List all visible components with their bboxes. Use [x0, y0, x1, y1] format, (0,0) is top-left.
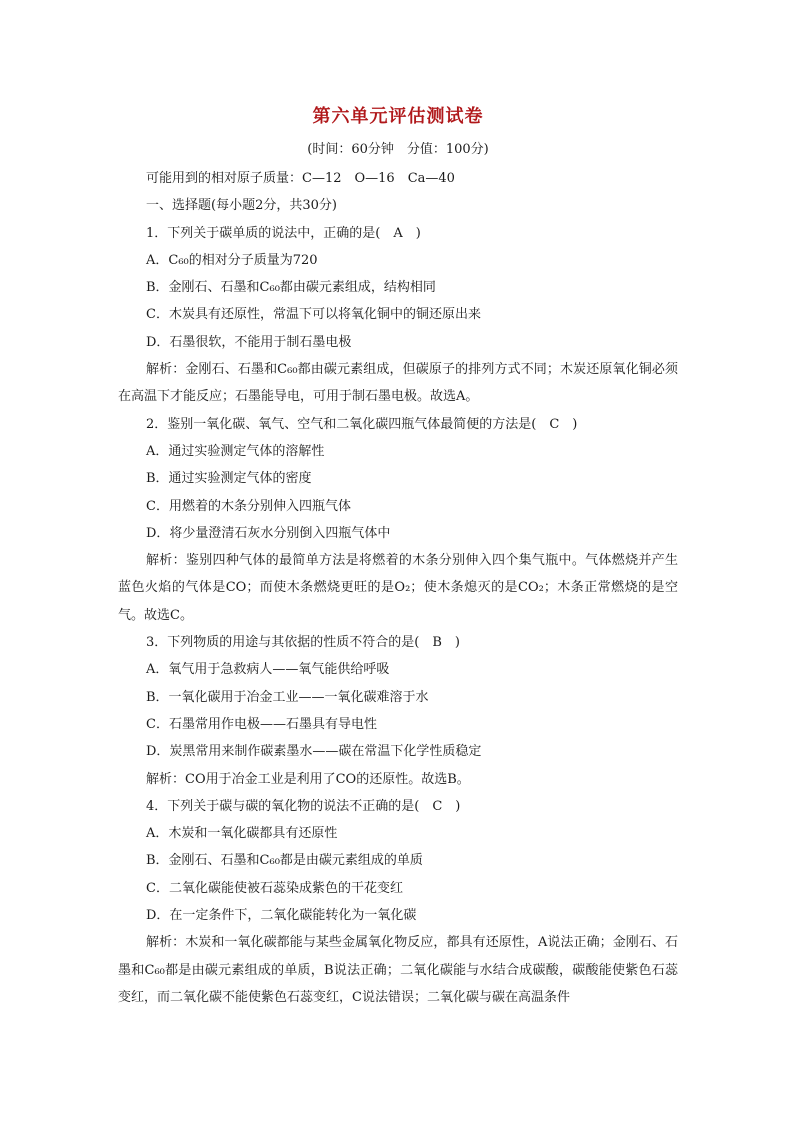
question-stem: 3．下列物质的用途与其依据的性质不符合的是( B ): [146, 635, 460, 651]
option-d: D．将少量澄清石灰水分别倒入四瓶气体中: [146, 525, 391, 541]
atomic-mass-note: 可能用到的相对原子质量：C—12 O—16 Ca—40: [146, 171, 455, 186]
exam-info: (时间：60分钟 分值：100分): [307, 142, 489, 157]
option-c: C．木炭具有还原性，常温下可以将氧化铜中的铜还原出来: [146, 307, 481, 323]
option-b: B．金刚石、石墨和C₆₀都由碳元素组成，结构相同: [146, 280, 436, 296]
option-a: A．氧气用于急救病人——氧气能供给呼吸: [146, 662, 390, 678]
question-2: [118, 411, 678, 629]
option-a: A．C₆₀的相对分子质量为720: [146, 252, 318, 268]
question-3: [118, 629, 678, 793]
option-b: B．通过实验测定气体的密度: [146, 471, 312, 487]
option-c: C．二氧化碳能使被石蕊染成紫色的干花变红: [146, 880, 403, 896]
analysis-text: 解析：CO用于冶金工业是利用了CO的还原性。故选B。: [146, 771, 470, 787]
option-d: D．石墨很软，不能用于制石墨电极: [146, 334, 352, 350]
option-b: B．金刚石、石墨和C₆₀都是由碳元素组成的单质: [146, 853, 423, 869]
option-a: A．木炭和一氧化碳都具有还原性: [146, 826, 338, 842]
option-a: A．通过实验测定气体的溶解性: [146, 443, 325, 459]
section-heading: 一、选择题(每小题2分，共30分): [146, 198, 337, 214]
analysis-text: 解析：鉴别四种气体的最简单方法是将燃着的木条分别伸入四个集气瓶中。气体燃烧并产生蓝色火焰的气体是CO；而使木条燃烧更旺的是O₂；使木条熄灭的是CO₂；木条正常燃烧的是空气。故选C。: [118, 553, 678, 623]
page-title: 第六单元评估测试卷: [312, 106, 484, 127]
question-stem: 4．下列关于碳与碳的氧化物的说法不正确的是( C ): [146, 798, 461, 814]
question-4: [118, 793, 678, 1011]
option-d: D．炭黑常用来制作碳素墨水——碳在常温下化学性质稳定: [146, 744, 482, 760]
question-stem: 1．下列关于碳单质的说法中，正确的是( A ): [146, 225, 421, 241]
question-stem: 2．鉴别一氧化碳、氧气、空气和二氧化碳四瓶气体最简便的方法是( C ): [146, 416, 578, 432]
analysis-text: 解析：木炭和一氧化碳都能与某些金属氧化物反应，都具有还原性，A说法正确；金刚石、石墨和C₆₀都是由碳元素组成的单质，B说法正确；二氧化碳能与水结合成碳酸，碳酸能使紫色石蕊变红，而二氧化碳不能使紫色石蕊变红，C说法错误；二氧化碳与碳在高温条件: [118, 935, 678, 1005]
option-b: B．一氧化碳用于冶金工业——一氧化碳难溶于水: [146, 689, 429, 705]
question-1: [118, 220, 678, 411]
option-c: C．用燃着的木条分别伸入四瓶气体: [146, 498, 351, 514]
option-c: C．石墨常用作电极——石墨具有导电性: [146, 716, 377, 732]
exam-page: [118, 102, 678, 1011]
analysis-text: 解析：金刚石、石墨和C₆₀都由碳元素组成，但碳原子的排列方式不同；木炭还原氧化铜必须在高温下才能反应；石墨能导电，可用于制石墨电极。故选A。: [118, 362, 678, 405]
option-d: D．在一定条件下，二氧化碳能转化为一氧化碳: [146, 908, 417, 924]
